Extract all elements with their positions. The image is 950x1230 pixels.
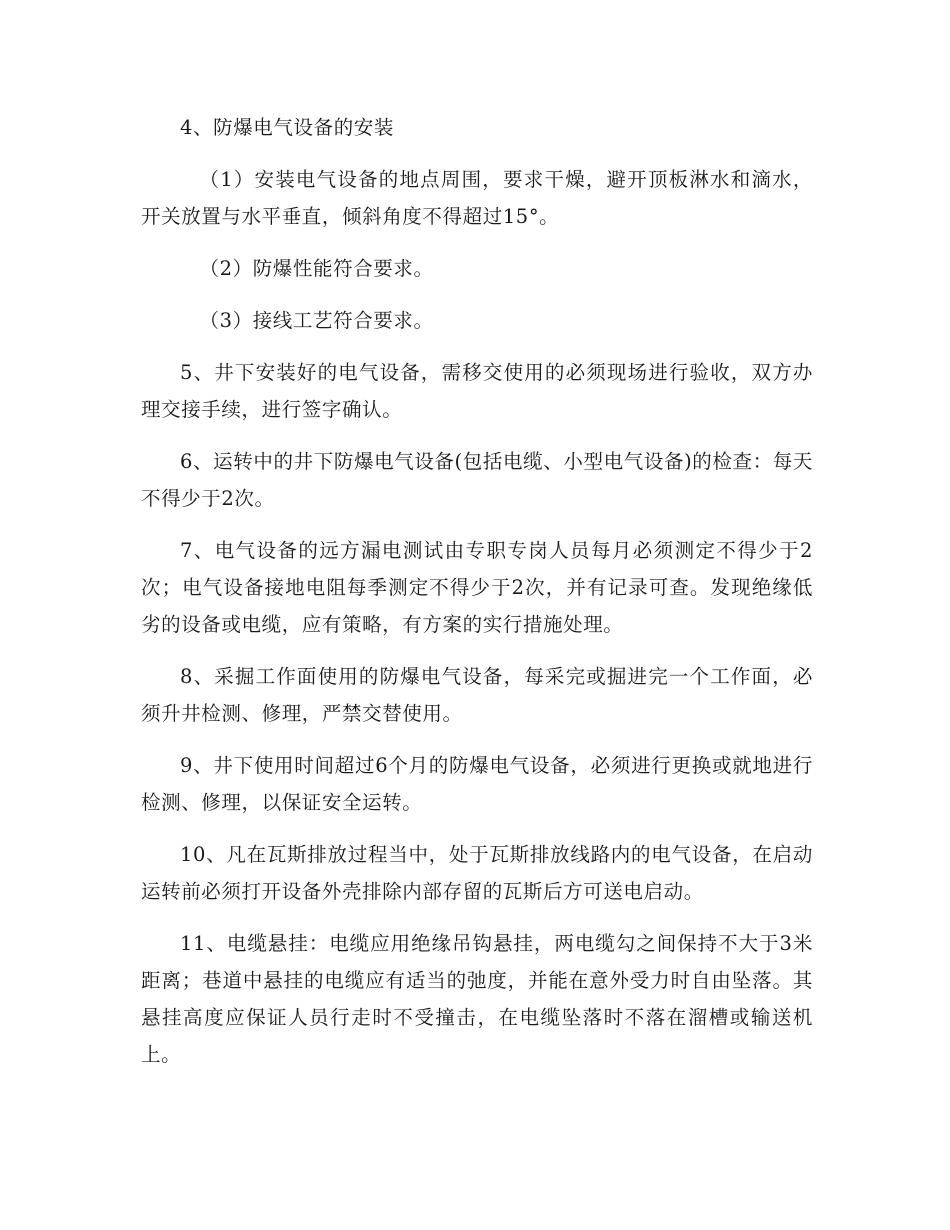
paragraph-4: 4、防爆电气设备的安装: [180, 116, 395, 139]
paragraph-8: 8、采掘工作面使用的防爆电气设备，每采完或掘进完一个工作面，必须升井检测、修理，严禁交替使用。: [141, 665, 813, 725]
paragraph-9: 9、井下使用时间超过6个月的防爆电气设备，必须进行更换或就地进行检测、修理，以保证安全运转。: [141, 754, 813, 814]
paragraph-4-3: （3）接线工艺符合要求。: [199, 309, 434, 332]
paragraph-11: 11、电缆悬挂：电缆应用绝缘吊钩悬挂，两电缆勾之间保持不大于3米距离；巷道中悬挂的电缆应有适当的弛度，并能在意外受力时自由坠落。其悬挂高度应保证人员行走时不受撞击，在电缆坠落时不落在溜槽或输送机上。: [141, 932, 813, 1066]
document-body: [141, 109, 813, 1088]
paragraph-10: 10、凡在瓦斯排放过程当中，处于瓦斯排放线路内的电气设备，在启动运转前必须打开设备外壳排除内部存留的瓦斯后方可送电启动。: [141, 843, 813, 903]
paragraph-6: 6、运转中的井下防爆电气设备(包括电缆、小型电气设备)的检查：每天不得少于2次。: [141, 450, 813, 510]
paragraph-4-2: （2）防爆性能符合要求。: [199, 257, 434, 280]
paragraph-5: 5、井下安装好的电气设备，需移交使用的必须现场进行验收，双方办理交接手续，进行签字确认。: [141, 361, 813, 421]
paragraph-4-1: （1）安装电气设备的地点周围，要求干燥，避开顶板淋水和滴水，开关放置与水平垂直，倾斜角度不得超过15°。: [141, 168, 813, 228]
paragraph-7: 7、电气设备的远方漏电测试由专职专岗人员每月必须测定不得少于2次；电气设备接地电阻每季测定不得少于2次，并有记录可查。发现绝缘低劣的设备或电缆，应有策略，有方案的实行措施处理。: [141, 539, 813, 636]
